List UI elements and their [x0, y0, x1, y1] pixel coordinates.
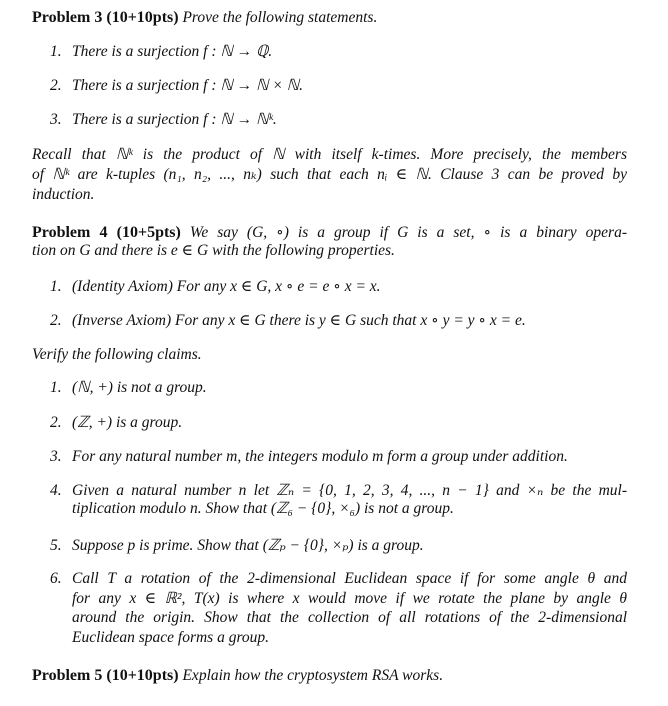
problem-5-title: Problem 5 (10+10pts) [32, 667, 179, 684]
item-number: 1. [50, 43, 62, 60]
recall-line: of ℕᵏ are k-tuples (n₁, n₂, ..., nₖ) such that each nᵢ ∈ ℕ. Clause 3 can be proved by [32, 166, 627, 183]
problem-4-intro-cont: tion on G and there is e ∈ G with the following properties. [32, 242, 395, 259]
item-number: 4. [50, 482, 62, 499]
item-text: Call T a rotation of the 2-dimensional Euclidean space if for some angle θ and [72, 570, 627, 587]
item-text: for any x ∈ ℝ², T(x) is where x would move if we rotate the plane by angle θ [72, 589, 627, 607]
item-text: around the origin. Show that the collection of all rotations of the 2-dimensional [72, 609, 627, 626]
item-text: Given a natural number n let ℤₙ = {0, 1, 2, 3, 4, ..., n − 1} and ×ₙ be the mul- [72, 482, 627, 499]
item-number: 3. [50, 448, 62, 465]
item-text: There is a surjection f : ℕ → ℕ × ℕ. [72, 77, 303, 94]
problem-4-intro: We say (G, ∘) is a group if G is a set, ∘ is a binary opera- [189, 224, 627, 241]
recall-line: Recall that ℕᵏ is the product of ℕ with itself k-times. More precisely, the members [32, 146, 627, 163]
item-number: 1. [50, 379, 62, 396]
problem-4-title: Problem 4 (10+5pts) [32, 224, 181, 241]
problem-3-title: Problem 3 (10+10pts) [32, 9, 179, 26]
item-text: For any natural number m, the integers modulo m form a group under addition. [72, 448, 568, 465]
problem-5-intro: Explain how the cryptosystem RSA works. [182, 667, 444, 684]
item-text: Suppose p is prime. Show that (ℤₚ − {0}, ×ₚ) is a group. [72, 537, 424, 554]
item-number: 1. [50, 278, 62, 295]
verify-text: Verify the following claims. [32, 346, 202, 363]
recall-line: induction. [32, 186, 95, 203]
item-text: (Inverse Axiom) For any x ∈ G there is y ∈ G such that x ∘ y = y ∘ x = e. [72, 312, 526, 329]
item-number: 2. [50, 414, 62, 431]
item-text: There is a surjection f : ℕ → ℕᵏ. [72, 111, 277, 128]
item-text: (Identity Axiom) For any x ∈ G, x ∘ e = e ∘ x = x. [72, 278, 381, 295]
item-text: tiplication modulo n. Show that (ℤ₆ − {0}, ×₆) is not a group. [72, 500, 454, 517]
problem-4-heading [32, 224, 627, 242]
item-number: 2. [50, 312, 62, 329]
item-number: 6. [50, 570, 62, 587]
item-number: 3. [50, 111, 62, 128]
problem-3-intro: Prove the following statements. [182, 9, 378, 26]
item-text: (ℕ, +) is not a group. [72, 379, 207, 396]
item-number: 2. [50, 77, 62, 94]
item-text: (ℤ, +) is a group. [72, 414, 183, 431]
item-number: 5. [50, 537, 62, 554]
item-text: There is a surjection f : ℕ → ℚ. [72, 43, 273, 60]
problem-5-heading [32, 667, 443, 685]
item-text: Euclidean space forms a group. [72, 628, 270, 646]
problem-3-heading [32, 9, 377, 27]
